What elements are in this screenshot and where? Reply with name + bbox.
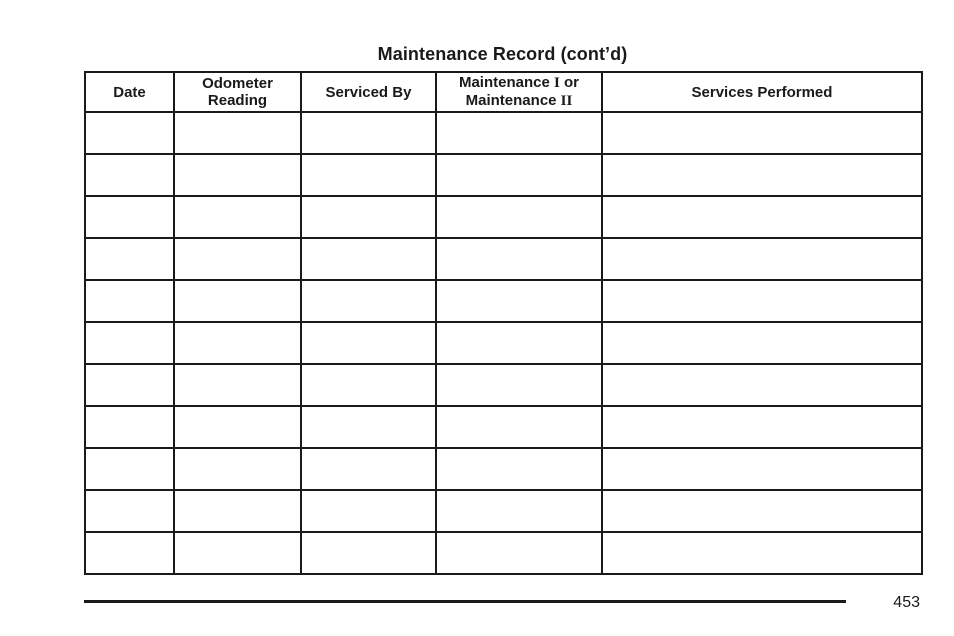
services-performed-cell <box>602 364 922 406</box>
maintenance-header-line-2a: Maintenance <box>465 92 561 109</box>
maintenance-record-table <box>84 71 923 575</box>
page-title: Maintenance Record (cont’d) <box>377 44 628 64</box>
table-row <box>85 448 922 490</box>
services-performed-cell <box>602 490 922 532</box>
odometer-cell <box>174 364 301 406</box>
serviced-by-cell <box>301 238 436 280</box>
column-header-services-performed: Services Performed <box>602 72 922 112</box>
odometer-header-line-1: Odometer <box>202 75 273 92</box>
table-header-row <box>85 72 922 112</box>
services-performed-cell <box>602 112 922 154</box>
odometer-cell <box>174 154 301 196</box>
serviced-by-cell <box>301 280 436 322</box>
maintenance-cell <box>436 112 602 154</box>
services-performed-cell <box>602 196 922 238</box>
date-cell <box>85 154 174 196</box>
table-row <box>85 532 922 574</box>
table-row <box>85 406 922 448</box>
date-cell <box>85 238 174 280</box>
column-header-maintenance-type <box>436 72 602 112</box>
odometer-cell <box>174 406 301 448</box>
serviced-by-cell <box>301 196 436 238</box>
date-cell <box>85 532 174 574</box>
services-performed-cell <box>602 280 922 322</box>
odometer-cell <box>174 238 301 280</box>
services-performed-cell <box>602 154 922 196</box>
odometer-header-line-2: Reading <box>207 92 268 109</box>
column-header-serviced-by: Serviced By <box>301 72 436 112</box>
maintenance-cell <box>436 280 602 322</box>
services-performed-cell <box>602 406 922 448</box>
odometer-cell <box>174 112 301 154</box>
maintenance-cell <box>436 532 602 574</box>
maintenance-cell <box>436 154 602 196</box>
table-row <box>85 280 922 322</box>
odometer-cell <box>174 448 301 490</box>
maintenance-roman-one: I <box>554 75 560 91</box>
date-cell <box>85 112 174 154</box>
maintenance-header-line-1a: Maintenance <box>458 74 554 91</box>
maintenance-cell <box>436 322 602 364</box>
services-performed-cell <box>602 448 922 490</box>
serviced-by-cell <box>301 448 436 490</box>
serviced-by-cell <box>301 490 436 532</box>
serviced-by-cell <box>301 406 436 448</box>
table-row <box>85 322 922 364</box>
footer-rule <box>84 600 846 603</box>
maintenance-cell <box>436 406 602 448</box>
table-row <box>85 196 922 238</box>
date-cell <box>85 406 174 448</box>
table-row <box>85 154 922 196</box>
maintenance-cell <box>436 448 602 490</box>
table-body <box>85 112 922 574</box>
maintenance-cell <box>436 490 602 532</box>
date-cell <box>85 322 174 364</box>
odometer-cell <box>174 196 301 238</box>
date-cell <box>85 448 174 490</box>
odometer-cell <box>174 322 301 364</box>
odometer-cell <box>174 532 301 574</box>
date-cell <box>85 280 174 322</box>
date-cell <box>85 364 174 406</box>
table-row <box>85 238 922 280</box>
date-cell <box>85 490 174 532</box>
table-row <box>85 112 922 154</box>
table-row <box>85 490 922 532</box>
services-performed-cell <box>602 322 922 364</box>
serviced-by-cell <box>301 112 436 154</box>
services-performed-cell <box>602 532 922 574</box>
serviced-by-cell <box>301 322 436 364</box>
odometer-cell <box>174 280 301 322</box>
table-row <box>85 364 922 406</box>
odometer-cell <box>174 490 301 532</box>
column-header-odometer-reading <box>174 72 301 112</box>
column-header-date: Date <box>85 72 174 112</box>
services-performed-cell <box>602 238 922 280</box>
maintenance-roman-two: II <box>560 93 573 109</box>
serviced-by-cell <box>301 532 436 574</box>
date-cell <box>85 196 174 238</box>
maintenance-cell <box>436 238 602 280</box>
maintenance-header-line-1b: or <box>559 74 580 91</box>
maintenance-cell <box>436 196 602 238</box>
serviced-by-cell <box>301 364 436 406</box>
page-number: 453 <box>893 594 920 611</box>
maintenance-cell <box>436 364 602 406</box>
serviced-by-cell <box>301 154 436 196</box>
